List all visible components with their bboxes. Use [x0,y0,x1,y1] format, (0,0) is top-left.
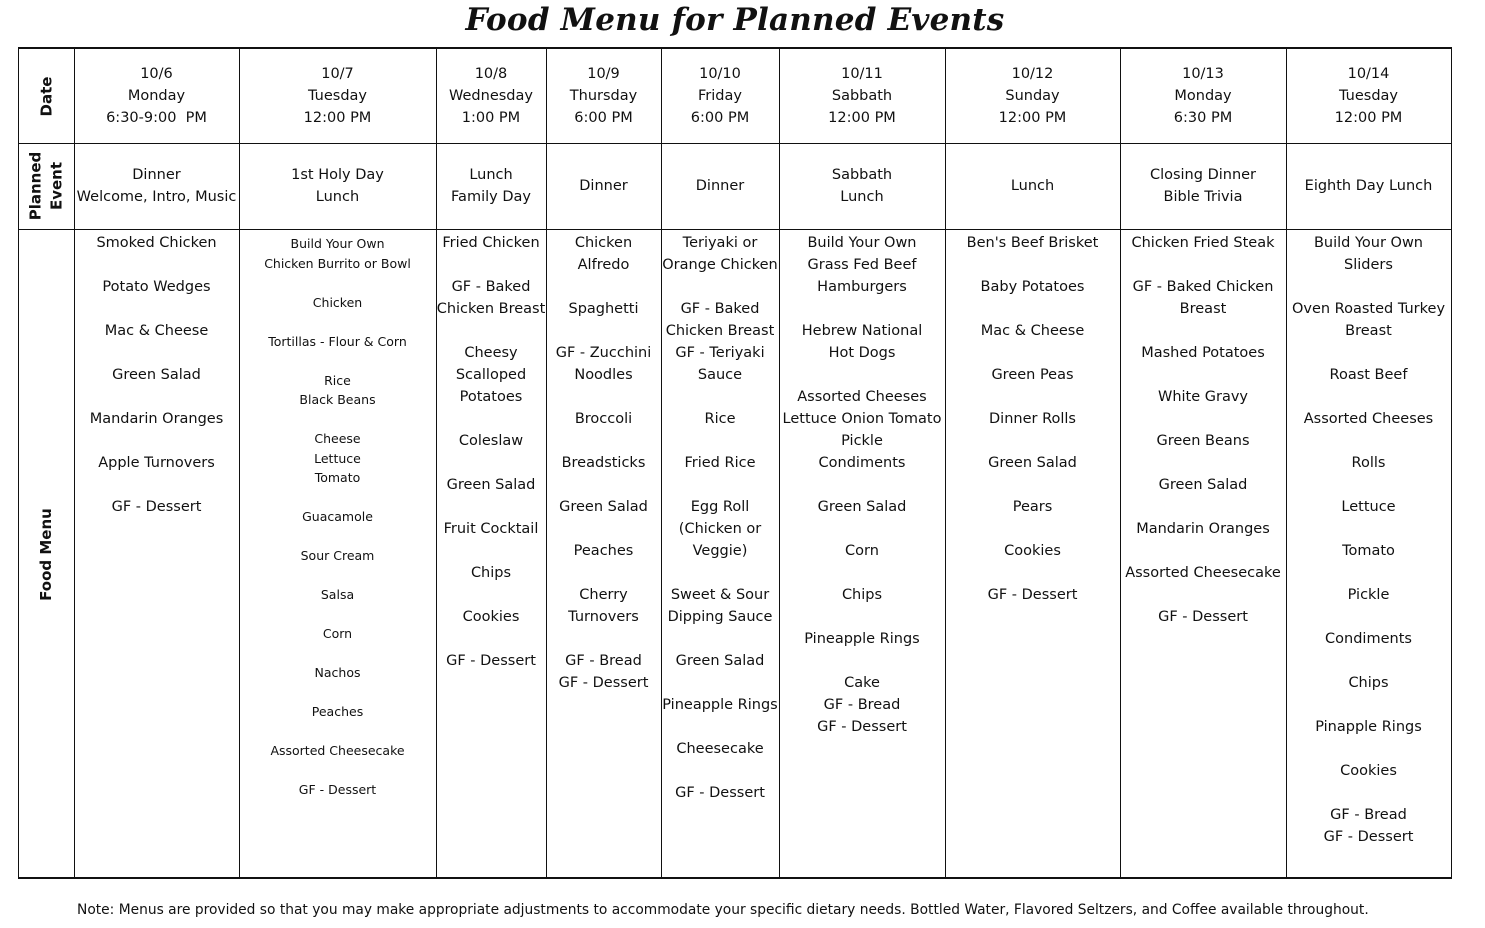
date-label-text: Date [36,76,55,116]
footer-note: Note: Menus are provided so that you may make appropriate adjustments to accommodate your specific dietary needs. Bottled Water, Flavored Seltzers, and Coffee available throughout. [77,902,1369,918]
menu-item: GF - Dessert [446,653,536,669]
date-cell [1286,49,1451,143]
date-date: 10/8 [474,66,508,82]
menu-item: Breadsticks [561,455,646,471]
date-day: Monday [1174,88,1232,104]
menu-item: Assorted Cheesecake [1125,565,1281,581]
date-time: 6:30 PM [1173,110,1233,126]
menu-item: Oven Roasted Turkey Breast [1291,301,1446,339]
menu-item: GF - Baked Chicken Breast [436,279,546,317]
menu-item: Assorted Cheeses [1303,411,1434,427]
page-title: Food Menu for Planned Events [465,2,1005,38]
event-line: Eighth Day Lunch [1304,178,1433,194]
event-cell [945,143,1120,229]
event-line: Dinner [695,178,745,194]
date-cell [661,49,779,143]
event-line: Dinner [132,167,181,183]
menu-item: Rolls [1351,455,1386,471]
menu-item: Cheese Lettuce Tomato [314,431,361,485]
menu-cell [1286,232,1451,870]
event-cell [1286,143,1451,229]
event-cell [436,143,546,229]
date-day: Thursday [569,88,638,104]
menu-cell [945,232,1120,628]
event-line: Bible Trivia [1163,189,1243,205]
menu-item: GF - Dessert [675,785,765,801]
menu-item: Mandarin Oranges [1136,521,1270,537]
menu-item: Ben's Beef Brisket [966,235,1099,251]
menu-item: GF - Bread GF - Dessert [1323,807,1414,845]
menu-item: Pinapple Rings [1315,719,1422,735]
event-row-label [19,143,74,229]
menu-item: Hebrew National Hot Dogs [801,323,923,361]
date-day: Tuesday [308,88,367,104]
date-time: 6:00 PM [574,110,633,126]
event-line: Closing Dinner [1149,167,1257,183]
date-date: 10/13 [1182,66,1224,82]
menu-item: White Gravy [1157,389,1249,405]
menu-cell [1120,232,1286,650]
date-date: 10/7 [321,66,354,82]
event-cell [779,143,945,229]
date-day: Monday [127,88,186,104]
event-cell [239,143,436,229]
event-line: Sabbath [831,167,893,183]
date-time: 12:00 PM [998,110,1067,126]
menu-item: Baby Potatoes [980,279,1085,295]
event-line: Welcome, Intro, Music [76,189,237,205]
event-cell [661,143,779,229]
date-date: 10/12 [1011,66,1054,82]
menu-item: Pineapple Rings [804,631,920,647]
menu-item: Build Your Own Chicken Burrito or Bowl [264,236,411,271]
date-date: 10/6 [140,66,173,82]
date-day: Sabbath [831,88,893,104]
date-cell [436,49,546,143]
date-time: 1:00 PM [461,110,521,126]
event-label-text: Planned Event [26,151,66,221]
menu-item: Spaghetti [568,301,639,317]
event-line: Lunch [315,189,360,205]
date-date: 10/11 [841,66,883,82]
date-date: 10/9 [587,66,620,82]
date-time: 6:00 PM [690,110,750,126]
menu-item: Green Beans [1156,433,1250,449]
menu-item: Egg Roll (Chicken or Veggie) [678,499,762,559]
date-date: 10/10 [699,66,741,82]
menu-item: Assorted Cheesecake [270,743,405,758]
date-cell [1120,49,1286,143]
menu-cell [239,234,436,819]
row-divider [19,229,1451,230]
event-line: Lunch [469,167,513,183]
event-cell [546,143,661,229]
menu-item: Pineapple Rings [662,697,778,713]
date-date: 10/14 [1347,66,1390,82]
menu-item: Dinner Rolls [989,411,1076,427]
menu-item: Green Peas [991,367,1074,383]
menu-item: Peaches [573,543,634,559]
menu-item: Smoked Chicken [96,235,217,251]
menu-item: Cheesecake [676,741,764,757]
menu-item: Chicken [312,294,363,310]
menu-item: Fried Rice [684,455,756,471]
date-cell [239,49,436,143]
menu-item: Cookies [1340,763,1397,779]
menu-item: Guacamole [302,509,373,524]
menu-item: Broccoli [574,411,633,427]
menu-item: Mashed Potatoes [1141,345,1265,361]
menu-cell [661,232,779,826]
menu-item: GF - Baked Chicken Breast [1132,279,1274,317]
event-cell [1120,143,1286,229]
menu-item: Sour Cream [300,548,375,563]
menu-item: Build Your Own Grass Fed Beef Hamburgers [807,235,917,295]
menu-item: Roast Beef [1329,367,1408,383]
menu-item: Nachos [314,665,361,680]
menu-item: Coleslaw [458,433,524,449]
date-cell [945,49,1120,143]
menu-item: Green Salad [446,477,536,493]
menu-item: GF - Dessert [111,499,202,515]
menu-item: Chips [841,587,883,603]
menu-item: Cookies [462,609,520,625]
menu-item: GF - Bread GF - Dessert [558,653,649,691]
menu-item: Green Salad [559,499,648,515]
menu-item: Chicken Alfredo [574,235,633,273]
menu-item: Mac & Cheese [980,323,1085,339]
date-day: Friday [698,88,742,104]
menu-item: Sweet & Sour Dipping Sauce [667,587,773,625]
menu-item: Fruit Cocktail [443,521,539,537]
date-day: Sunday [1005,88,1060,104]
menu-item: Apple Turnovers [98,455,215,471]
event-line: Family Day [451,189,531,205]
menu-item: Build Your Own Sliders [1313,235,1424,273]
menu-table [18,47,1452,879]
menu-item: Pears [1012,499,1053,515]
menu-item: GF - Dessert [987,587,1078,603]
menu-item: Teriyaki or Orange Chicken [662,235,778,273]
date-cell [546,49,661,143]
date-day: Wednesday [449,88,533,104]
menu-label-text: Food Menu [37,507,56,601]
date-time: 6:30-9:00 PM [106,110,207,126]
menu-item: Pickle [1347,587,1390,603]
menu-item: Condiments [1325,631,1412,647]
menu-item: Corn [845,543,879,559]
date-day: Tuesday [1339,88,1398,104]
menu-item: Green Salad [988,455,1077,471]
menu-item: Cheesy Scalloped Potatoes [455,345,527,405]
menu-item: Tortillas - Flour & Corn [268,333,407,349]
menu-cell [779,232,945,760]
menu-item: Cookies [1004,543,1061,559]
menu-item: Cherry Turnovers [568,587,639,625]
menu-row-label [19,229,74,879]
date-cell [74,49,239,143]
menu-item: Salsa [320,587,355,602]
event-line: Lunch [840,189,884,205]
date-time: 12:00 PM [828,110,896,126]
date-row-label [19,49,74,143]
menu-item: Cake GF - Bread GF - Dessert [817,675,907,735]
menu-item: Green Salad [675,653,765,669]
date-time: 12:00 PM [303,110,372,126]
menu-item: Assorted Cheeses Lettuce Onion Tomato Pickle Condiments [782,389,942,471]
menu-item: Mandarin Oranges [89,411,224,427]
menu-item: GF - Baked Chicken Breast GF - Teriyaki Sauce [665,301,775,383]
menu-item: Green Salad [112,367,201,383]
menu-item: Fried Chicken [442,235,540,251]
menu-cell [546,232,661,716]
menu-item: Rice Black Beans [299,372,376,407]
menu-cell [74,232,239,540]
menu-item: Potato Wedges [102,279,211,295]
menu-item: Lettuce [1341,499,1396,515]
menu-item: Rice [704,411,736,427]
date-time: 12:00 PM [1334,110,1403,126]
date-cell [779,49,945,143]
menu-item: Green Salad [817,499,907,515]
menu-item: GF - Dessert [1158,609,1248,625]
event-line: Dinner [579,178,628,194]
event-line: 1st Holy Day [291,167,384,183]
menu-item: GF - Zucchini Noodles [555,345,652,383]
menu-item: Chips [470,565,512,581]
menu-item: Tomato [1342,543,1395,559]
menu-item: GF - Dessert [298,782,377,797]
menu-item: Green Salad [1158,477,1248,493]
menu-cell [436,232,546,694]
event-line: Lunch [1010,178,1055,194]
menu-item: Peaches [311,704,364,719]
menu-item: Corn [322,626,353,641]
menu-item: Chips [1348,675,1389,691]
menu-item: Chicken Fried Steak [1131,235,1275,251]
event-cell [74,143,239,229]
menu-item: Mac & Cheese [104,323,209,339]
